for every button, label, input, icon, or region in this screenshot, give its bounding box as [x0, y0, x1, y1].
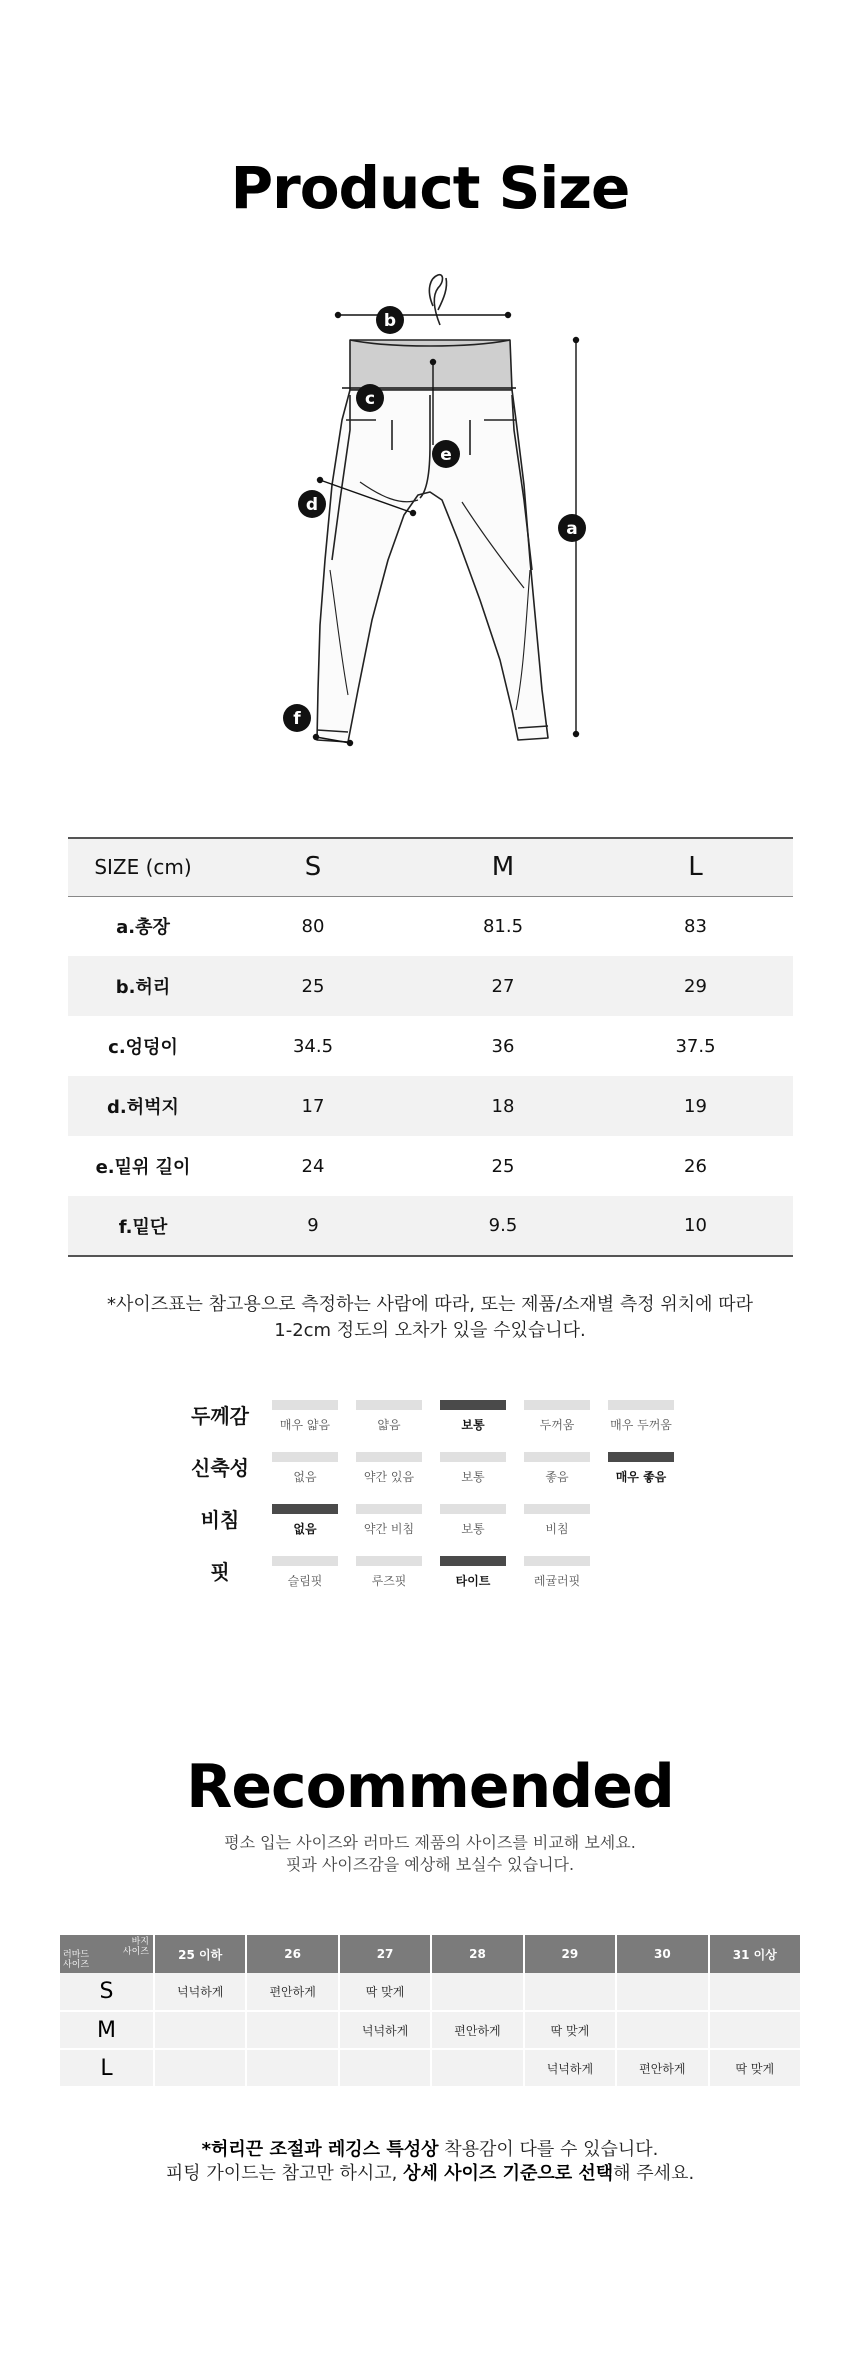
- table-row: [68, 1016, 793, 1076]
- attribute-option-label: 보통: [461, 1470, 485, 1484]
- table-row: [68, 1136, 793, 1196]
- cell-s: 17: [301, 1095, 325, 1117]
- corner-cell: [60, 1935, 154, 1973]
- fit-cell: [431, 2049, 523, 2087]
- fit-guide-header: [60, 1935, 801, 1973]
- recommended-subtitle-line1: 평소 입는 사이즈와 러마드 제품의 사이즈를 비교해 보세요.: [224, 1833, 636, 1852]
- cell-m: 27: [491, 975, 515, 997]
- attribute-label: 비침: [200, 1508, 240, 1532]
- table-row: [68, 1196, 793, 1256]
- attribute-option: [272, 1556, 338, 1589]
- attribute-option-label: 매우 얇음: [279, 1418, 331, 1432]
- attribute-option-label: 매우 두꺼움: [610, 1418, 672, 1432]
- fit-cell: 편안하게: [246, 1973, 338, 2011]
- recommended-subtitle-line2: 핏과 사이즈감을 예상해 보실수 있습니다.: [285, 1855, 575, 1874]
- attribute-option-label: 비침: [545, 1522, 569, 1536]
- attribute-option-label: 좋음: [545, 1470, 569, 1484]
- attribute-bar: [356, 1556, 422, 1566]
- row-label: a.총장: [116, 917, 170, 939]
- cell-l: 10: [684, 1215, 707, 1236]
- attribute-option: [524, 1452, 590, 1485]
- fit-cell: [339, 2049, 431, 2087]
- row-label: b.허리: [115, 977, 171, 998]
- attribute-option: [440, 1400, 506, 1433]
- row-label: f.밑단: [118, 1216, 168, 1238]
- attribute-bar: [440, 1556, 506, 1566]
- attribute-label: 두께감: [191, 1404, 249, 1428]
- attribute-bar: [272, 1400, 338, 1410]
- marker-c: [356, 384, 384, 412]
- header-size: SIZE (cm): [94, 855, 192, 880]
- attribute-bar: [440, 1400, 506, 1410]
- marker-b: [376, 306, 404, 334]
- table-row: [60, 2049, 801, 2087]
- row-label: e.밑위 길이: [95, 1157, 191, 1178]
- fit-cell: [524, 1973, 616, 2011]
- size-note-line2: 1-2cm 정도의 오차가 있을 수있습니다.: [274, 1320, 586, 1341]
- table-row: [68, 956, 793, 1016]
- fit-cell: [246, 2049, 338, 2087]
- svg-text:a: a: [566, 519, 578, 539]
- product-size-title: Product Size: [230, 154, 630, 222]
- attribute-bar: [608, 1452, 674, 1462]
- header-s: S: [304, 852, 322, 883]
- attribute-option-label: 슬림핏: [287, 1574, 323, 1588]
- fit-cell: [154, 2049, 246, 2087]
- cell-s: 9: [307, 1215, 319, 1236]
- cell-m: 9.5: [488, 1215, 518, 1236]
- fit-cell: 넉넉하게: [339, 2011, 431, 2049]
- attribute-option-label: 얇음: [377, 1418, 401, 1432]
- row-size: M: [60, 2011, 154, 2049]
- attribute-option: [524, 1504, 590, 1537]
- header-m: M: [491, 852, 515, 883]
- svg-text:c: c: [364, 389, 376, 409]
- fit-cell: 넉넉하게: [154, 1973, 246, 2011]
- cell-s: 25: [301, 975, 325, 997]
- attribute-bar: [524, 1452, 590, 1462]
- fit-cell: [616, 2011, 708, 2049]
- cell-m: 18: [491, 1095, 515, 1117]
- attribute-option-label: 두꺼움: [539, 1418, 575, 1432]
- attribute-option-label: 약간 있음: [363, 1470, 415, 1484]
- attribute-option: [356, 1504, 422, 1537]
- svg-text:e: e: [440, 445, 452, 465]
- fit-cell: 딱 맞게: [339, 1973, 431, 2011]
- row-label: c.엉덩이: [108, 1037, 178, 1058]
- marker-e: [432, 440, 460, 468]
- fit-cell: [154, 2011, 246, 2049]
- cell-m: 36: [491, 1035, 515, 1057]
- attribute-bar: [272, 1452, 338, 1462]
- cell-s: 24: [301, 1155, 325, 1177]
- table-row: [60, 1973, 801, 2011]
- column-header: 31 이상: [709, 1935, 801, 1973]
- attribute-option: [440, 1556, 506, 1589]
- attribute-bar: [608, 1400, 674, 1410]
- marker-d: [298, 490, 326, 518]
- cell-l: 37.5: [675, 1035, 716, 1057]
- attribute-option-label: 약간 비침: [363, 1522, 415, 1536]
- size-table-header: [68, 838, 793, 896]
- cell-s: 80: [301, 915, 325, 937]
- attribute-option: [272, 1504, 338, 1537]
- attribute-bar: [356, 1504, 422, 1514]
- cell-l: 29: [684, 975, 707, 997]
- recommended-title: Recommended: [186, 1752, 674, 1822]
- attribute-bar: [524, 1504, 590, 1514]
- attribute-label: 신축성: [191, 1456, 249, 1480]
- attribute-label: 핏: [210, 1560, 230, 1584]
- fit-cell: [616, 1973, 708, 2011]
- marker-a: [558, 514, 586, 542]
- attribute-option-label: 보통: [461, 1522, 485, 1536]
- fit-cell: 딱 맞게: [524, 2011, 616, 2049]
- attribute-bar: [356, 1400, 422, 1410]
- attribute-option: [356, 1556, 422, 1589]
- table-row: [68, 896, 793, 956]
- attribute-row: [180, 1452, 700, 1492]
- recommended-subtitle: [0, 1832, 860, 1876]
- svg-text:f: f: [293, 709, 301, 729]
- fit-cell: [709, 2011, 801, 2049]
- cell-m: 25: [491, 1155, 515, 1177]
- fit-guide-note: [0, 2138, 860, 2186]
- cell-l: 83: [684, 915, 707, 937]
- column-header: 25 이하: [154, 1935, 246, 1973]
- cell-s: 34.5: [292, 1035, 334, 1057]
- attribute-bar: [524, 1400, 590, 1410]
- cell-l: 26: [684, 1155, 707, 1177]
- pants-diagram: [280, 270, 610, 760]
- fit-guide-table: [60, 1935, 802, 2088]
- column-header: 28: [431, 1935, 523, 1973]
- attribute-option: [272, 1452, 338, 1485]
- column-header: 30: [616, 1935, 708, 1973]
- attribute-option: [608, 1452, 674, 1485]
- attribute-option-label: 타이트: [455, 1574, 491, 1588]
- attribute-bar: [524, 1556, 590, 1566]
- fit-cell: [431, 1973, 523, 2011]
- corner-pants-size: 바지 사이즈: [122, 1937, 149, 1957]
- attribute-bar: [356, 1452, 422, 1462]
- fit-cell: [246, 2011, 338, 2049]
- column-header: 26: [246, 1935, 338, 1973]
- header-l: L: [688, 852, 703, 883]
- cell-m: 81.5: [482, 915, 524, 937]
- fit-cell: 넉넉하게: [524, 2049, 616, 2087]
- marker-f: [283, 704, 311, 732]
- attribute-row: [180, 1556, 700, 1596]
- attribute-option: [440, 1504, 506, 1537]
- row-size: S: [60, 1973, 154, 2011]
- attribute-option-label: 보통: [461, 1418, 485, 1432]
- table-row: [68, 1076, 793, 1136]
- fit-guide-note-line2: 피팅 가이드는 참고만 하시고, 상세 사이즈 기준으로 선택해 주세요.: [165, 2163, 695, 2184]
- column-header: 29: [524, 1935, 616, 1973]
- attribute-option: [440, 1452, 506, 1485]
- attribute-option: [272, 1400, 338, 1433]
- attribute-option: [356, 1452, 422, 1485]
- attribute-option-label: 없음: [293, 1470, 317, 1484]
- fit-cell: 편안하게: [616, 2049, 708, 2087]
- attribute-option-label: 루즈핏: [371, 1574, 407, 1588]
- row-label: d.허벅지: [107, 1097, 179, 1118]
- attribute-option: [524, 1400, 590, 1433]
- row-size: L: [60, 2049, 154, 2087]
- svg-text:d: d: [305, 495, 319, 515]
- size-table: [68, 837, 793, 1257]
- size-note-line1: *사이즈표는 참고용으로 측정하는 사람에 따라, 또는 제품/소재별 측정 위치에 따라: [106, 1294, 754, 1315]
- size-note: [0, 1292, 860, 1344]
- fit-cell: 편안하게: [431, 2011, 523, 2049]
- attribute-option: [524, 1556, 590, 1589]
- fit-guide-note-line1: *허리끈 조절과 레깅스 특성상 착용감이 다를 수 있습니다.: [201, 2139, 659, 2160]
- attribute-bar: [440, 1504, 506, 1514]
- attribute-option-label: 매우 좋음: [615, 1470, 667, 1484]
- table-row: [60, 2011, 801, 2049]
- attribute-row: [180, 1400, 700, 1440]
- attribute-bar: [272, 1504, 338, 1514]
- attribute-bar: [272, 1556, 338, 1566]
- fit-cell: [709, 1973, 801, 2011]
- fit-cell: 딱 맞게: [709, 2049, 801, 2087]
- attribute-row: [180, 1504, 700, 1544]
- attribute-option-label: 없음: [293, 1522, 317, 1536]
- column-header: 27: [339, 1935, 431, 1973]
- svg-text:b: b: [383, 311, 397, 331]
- corner-brand-size: 러마드 사이즈: [63, 1950, 90, 1970]
- cell-l: 19: [684, 1095, 707, 1117]
- attribute-option-label: 레귤러핏: [533, 1574, 581, 1588]
- attribute-option: [608, 1400, 674, 1433]
- attribute-bar: [440, 1452, 506, 1462]
- attribute-option: [356, 1400, 422, 1433]
